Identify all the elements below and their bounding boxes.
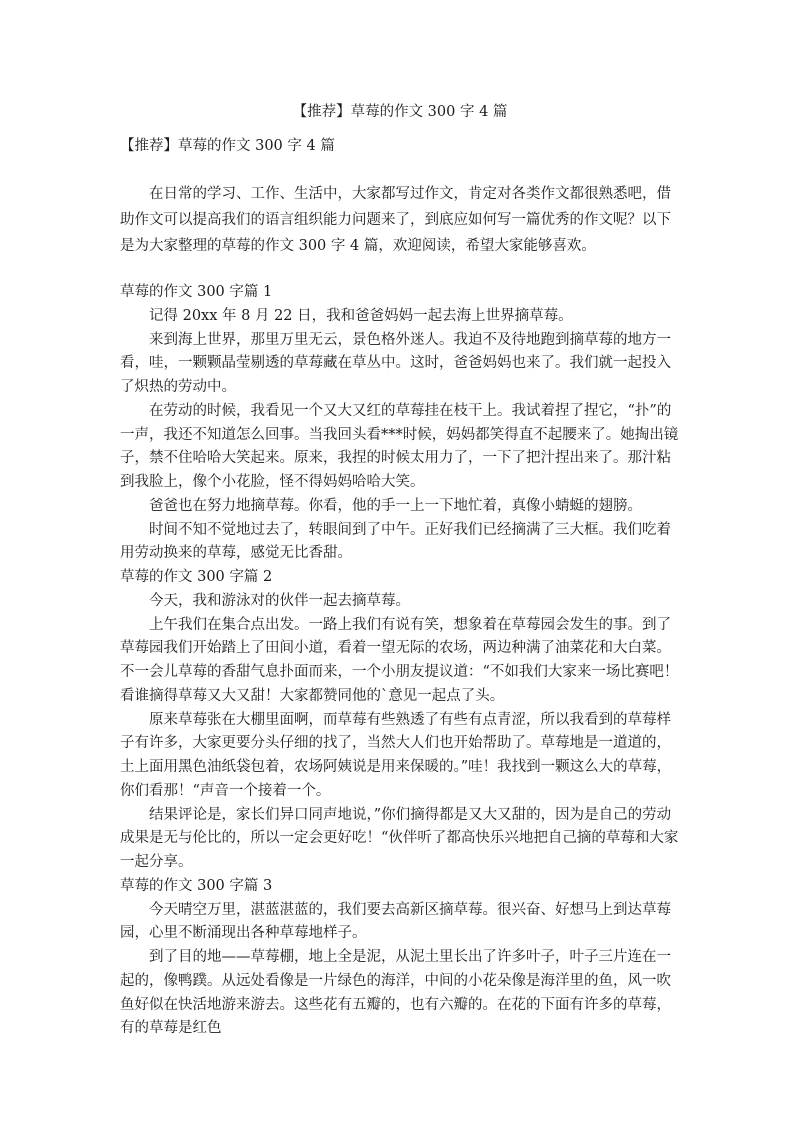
intro-section <box>120 181 680 259</box>
essay-heading: 草莓的作文 300 字篇 3 <box>120 877 273 894</box>
paragraph: 爸爸也在努力地摘草莓。你看，他的手一上一下地忙着，真像小蜻蜓的翅膀。 <box>149 497 642 514</box>
document-subtitle: 【推荐】草莓的作文 300 字 4 篇 <box>120 138 335 154</box>
paragraph: 记得 20xx 年 8 月 22 日，我和爸爸妈妈一起去海上世界摘草莓。 <box>149 307 573 324</box>
paragraph: 结果评论是，家长们异口同声地说，”你们摘得都是又大又甜的，因为是自己的劳动成果是无与伦比的，所以一定会更好吃！“伙伴听了都高快乐兴地把自己摘的草莓和大家一起分享。 <box>120 806 679 870</box>
paragraph: 时间不知不觉地过去了，转眼间到了中午。正好我们已经摘满了三大框。我们吃着用劳动换来的草莓，感觉无比香甜。 <box>120 521 671 562</box>
document-title: 【推荐】草莓的作文 300 字 4 篇 <box>292 104 508 120</box>
intro-paragraph: 在日常的学习、工作、生活中，大家都写过作文，肯定对各类作文都很熟悉吧，借助作文可以提高我们的语言组织能力问题来了，到底应如何写一篇优秀的作文呢？以下是为大家整理的草莓的作文 300 字 4 篇，欢迎阅读，希望大家能够喜欢。 <box>120 186 671 254</box>
paragraph: 原来草莓张在大棚里面啊，而草莓有些熟透了有些有点青涩，所以我看到的草莓样子有许多，大家更要分头仔细的找了，当然大人们也开始帮助了。草莓地是一道道的，土上面用黑色油纸袋包着，农场阿姨说是用来保暖的。”哇！我找到一颗这么大的草莓，你们看那！“声音一个接着一个。 <box>120 711 672 799</box>
paragraph: 上午我们在集合点出发。一路上我们有说有笑，想象着在草莓园会发生的事。到了草莓园我们开始踏上了田间小道，看着一望无际的农场，两边种满了油菜花和大白菜。不一会儿草莓的香甜气息扑面而来，一个小朋友提议道：“不如我们大家来一场比赛吧！看谁摘得草莓又大又甜！大家都赞同他的`意见一起点了头。 <box>120 616 679 704</box>
paragraph: 在劳动的时候，我看见一个又大又红的草莓挂在枝干上。我试着捏了捏它，“扑”的一声，我还不知道怎么回事。当我回头看***时候，妈妈都笑得直不起腰来了。她掏出镜子，禁不住哈哈大笑起来。原来，我捏的时候太用力了，一下了把汁捏出来了。那汁粘到我脸上，像个小花脸，怪不得妈妈哈哈大笑。 <box>120 402 679 490</box>
paragraph: 到了目的地——草莓棚，地上全是泥，从泥土里长出了许多叶子，叶子三片连在一起的，像鸭蹼。从远处看像是一片绿色的海洋，中间的小花朵像是海洋里的鱼，风一吹鱼好似在快活地游来游去。这些花有五瓣的，也有六瓣的。在花的下面有许多的草莓，有的草莓是红色 <box>120 949 671 1037</box>
paragraph: 今天，我和游泳对的伙伴一起去摘草莓。 <box>149 592 410 609</box>
essay-heading: 草莓的作文 300 字篇 1 <box>120 284 273 300</box>
essay-heading: 草莓的作文 300 字篇 2 <box>120 569 273 585</box>
paragraph: 来到海上世界，那里万里无云，景色格外迷人。我迫不及待地跑到摘草莓的地方一看，哇，一颗颗晶莹剔透的草莓藏在草丛中。这时，爸爸妈妈也来了。我们就一起投入了炽热的劳动中。 <box>120 331 671 395</box>
paragraph: 今天晴空万里，湛蓝湛蓝的，我们要去高新区摘草莓。很兴奋、好想马上到达草莓园，心里不断涌现出各种草莓地样子。 <box>120 901 671 942</box>
essays-section <box>120 281 680 1041</box>
